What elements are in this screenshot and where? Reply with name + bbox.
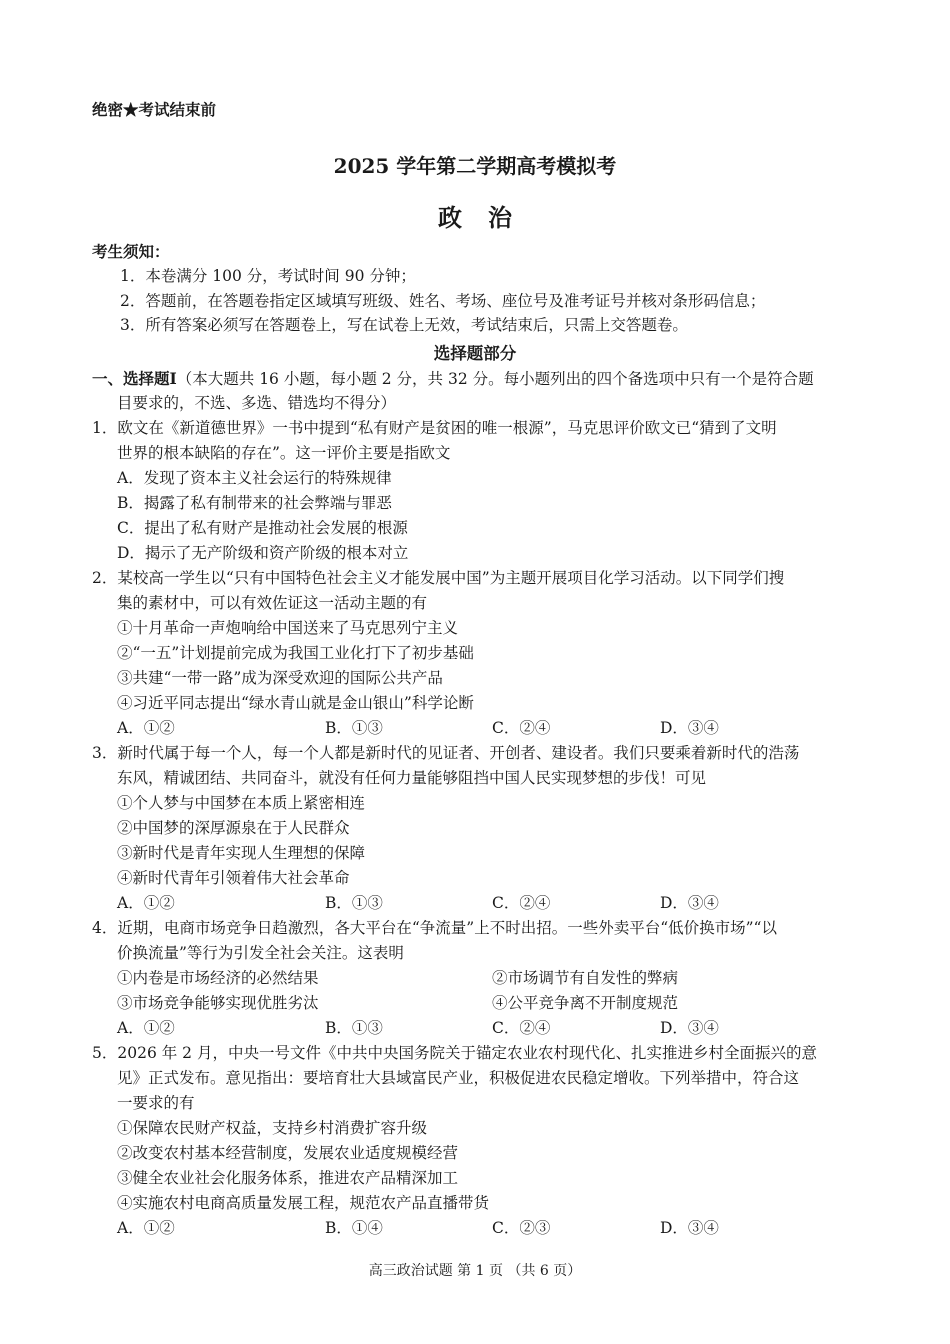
exam-title: 2025 学年第二学期高考模拟考 [333,154,617,178]
question-2-item-4: ④习近平同志提出“绿水青山就是金山银山”科学论断 [117,694,474,712]
question-3-answer-b: B．①③ [325,894,383,912]
question-4-stem-cont: 价换流量”等行为引发全社会关注。这表明 [117,944,404,962]
question-2-answer-b: B．①③ [325,719,383,737]
question-3-answer-c: C．②④ [492,894,551,912]
question-4-answer-d: D．③④ [660,1019,719,1037]
question-3-item-3: ③新时代是青年实现人生理想的保障 [117,844,366,862]
question-2-answer-c: C．②④ [492,719,551,737]
question-4-answer-a: A．①② [117,1019,175,1037]
question-1-stem: 1．欧文在《新道德世界》一书中提到“私有财产是贫困的唯一根源”，马克思评价欧文已“猜到了文明 [92,419,777,437]
question-5-item-4: ④实施农村电商高质量发展工程，规范农产品直播带货 [117,1194,490,1212]
question-4-item-2: ②市场调节有自发性的弊病 [492,969,679,987]
notice-heading: 考生须知： [92,242,170,261]
question-3-item-2: ②中国梦的深厚源泉在于人民群众 [117,819,350,837]
question-5-answer-a: A．①② [117,1219,175,1237]
notice-item: 1．本卷满分 100 分，考试时间 90 分钟； [120,267,416,285]
question-3-stem: 3．新时代属于每一个人，每一个人都是新时代的见证者、开创者、建设者。我们只要乘着新时代的浩荡 [92,744,800,762]
question-5-answer-d: D．③④ [660,1219,719,1237]
notice-item: 3．所有答案必须写在答题卷上，写在试卷上无效，考试结束后，只需上交答题卷。 [120,316,688,334]
confidential-label: 绝密★考试结束前 [92,100,217,119]
question-2-item-3: ③共建“一带一路”成为深受欢迎的国际公共产品 [117,669,443,687]
question-2-answer-a: A．①② [117,719,175,737]
question-4-answer-c: C．②④ [492,1019,551,1037]
question-1-stem-cont: 世界的根本缺陷的存在”。这一评价主要是指欧文 [117,444,451,462]
question-2-item-1: ①十月革命一声炮响给中国送来了马克思列宁主义 [117,619,459,637]
question-3-item-4: ④新时代青年引领着伟大社会革命 [117,869,350,887]
question-5-stem: 5．2026 年 2 月，中央一号文件《中共中央国务院关于锚定农业农村现代化、扎实推进乡村全面振兴的意 [92,1044,817,1062]
question-1-option-c: C．提出了私有财产是推动社会发展的根源 [117,519,408,537]
section-title: 选择题部分 [433,344,517,363]
question-1-option-d: D．揭示了无产阶级和资产阶级的根本对立 [117,544,409,562]
question-1-option-b: B．揭露了私有制带来的社会弊端与罪恶 [117,494,392,512]
question-4-item-1: ①内卷是市场经济的必然结果 [117,969,319,987]
question-3-stem-cont: 东风，精诚团结、共同奋斗，就没有任何力量能够阻挡中国人民实现梦想的步伐！可见 [117,769,707,787]
section-instruction-cont: 目要求的，不选、多选、错选均不得分） [117,394,397,412]
question-2-stem: 2．某校高一学生以“只有中国特色社会主义才能发展中国”为主题开展项目化学习活动。以下同学们搜 [92,569,785,587]
question-5-item-2: ②改变农村基本经营制度，发展农业适度规模经营 [117,1144,459,1162]
question-2-answer-d: D．③④ [660,719,719,737]
question-2-item-2: ②“一五”计划提前完成为我国工业化打下了初步基础 [117,644,474,662]
question-4-item-4: ④公平竞争离不开制度规范 [492,994,679,1012]
section-instruction [92,366,814,391]
subject-title: 政治 [438,203,538,232]
page-footer: 高三政治试题 第 1 页 （共 6 页） [368,1263,582,1279]
question-4-answer-b: B．①③ [325,1019,383,1037]
question-2-stem-cont: 集的素材中，可以有效佐证这一活动主题的有 [117,594,428,612]
notice-item: 2．答题前，在答题卷指定区域填写班级、姓名、考场、座位号及准考证号并核对条形码信息； [120,292,766,310]
question-5-answer-c: C．②③ [492,1219,551,1237]
question-4-item-3: ③市场竞争能够实现优胜劣汰 [117,994,319,1012]
question-3-item-1: ①个人梦与中国梦在本质上紧密相连 [117,794,366,812]
question-5-answer-b: B．①④ [325,1219,383,1237]
question-3-answer-d: D．③④ [660,894,719,912]
question-1-option-a: A．发现了资本主义社会运行的特殊规律 [117,469,392,487]
question-5-stem-cont: 见》正式发布。意见指出：要培育壮大县域富民产业，积极促进农民稳定增收。下列举措中，符合这 [117,1069,800,1087]
question-5-item-3: ③健全农业社会化服务体系，推进农产品精深加工 [117,1169,459,1187]
question-4-stem: 4．近期，电商市场竞争日趋激烈，各大平台在“争流量”上不时出招。一些外卖平台“低价换市场”“以 [92,919,777,937]
section-instruction-label: 一、选择题Ⅰ [92,369,177,388]
question-5-item-1: ①保障农民财产权益，支持乡村消费扩容升级 [117,1119,428,1137]
section-instruction-text: （本大题共 16 小题，每小题 2 分，共 32 分。每小题列出的四个备选项中只有一个是符合题 [176,370,814,388]
question-5-stem-cont: 一要求的有 [117,1094,195,1112]
question-3-answer-a: A．①② [117,894,175,912]
